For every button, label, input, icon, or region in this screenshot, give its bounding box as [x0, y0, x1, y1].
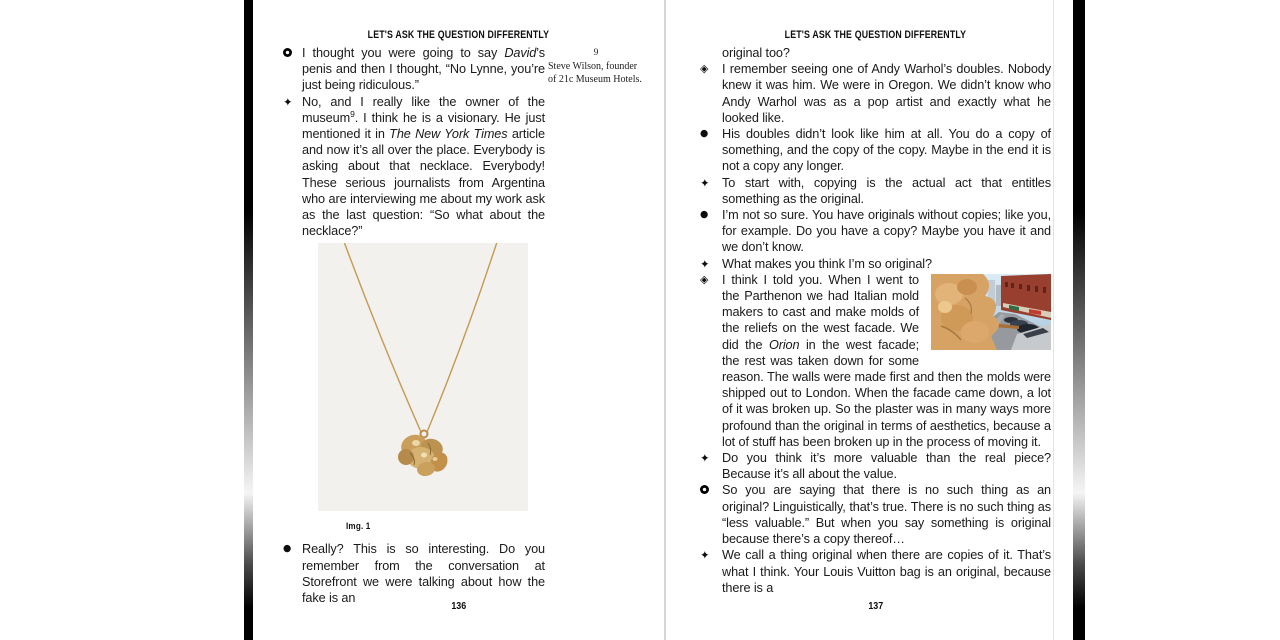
left-page [253, 0, 664, 640]
page-gutter-divider [664, 0, 666, 640]
star-bullet-icon: ✦ [283, 94, 293, 109]
image-caption: Img. 1 [346, 521, 371, 532]
disc-bullet-icon: ● [283, 543, 292, 555]
paragraph-text: Really? This is so interesting. Do you remember from the conversation at Storefront we were talking about how the fake is an [302, 542, 545, 606]
paragraph-text: I thought you were going to say David’s penis and then I thought, “No Lynne, you’re just being ridiculous.” [302, 46, 545, 93]
dialogue-paragraph [700, 207, 1051, 256]
dialogue-paragraph [700, 61, 1051, 126]
star-bullet-icon: ✦ [700, 451, 710, 466]
dialogue-paragraph [700, 482, 1051, 547]
diamond-bullet-icon: ◈ [700, 272, 709, 286]
street-photo [931, 274, 1051, 350]
dialogue-paragraph [700, 126, 1051, 175]
right-page [667, 0, 1053, 640]
dialogue-paragraph [700, 272, 1051, 450]
dialogue-paragraph [700, 175, 1051, 207]
paragraph-text: We call a thing original when there are copies of it. That’s what I think. Your Louis Vuitton bag is an original, because there is a [722, 548, 1051, 595]
running-header-left: LET'S ASK THE QUESTION DIFFERENTLY [367, 29, 550, 41]
diamond-bullet-icon: ◈ [700, 62, 709, 76]
necklace-photo [318, 243, 528, 511]
paragraph-text: I’m not so sure. You have originals without copies; like you, for example. Do you have a copy? Maybe you have it and we don’t know. [722, 208, 1051, 255]
circle-dot-bullet-icon [283, 45, 302, 61]
dialogue-paragraph [700, 547, 1051, 596]
right-page-edge [1053, 0, 1054, 640]
book-cover-right-edge [1073, 0, 1085, 640]
footnote [548, 47, 644, 86]
left-page-text-column [283, 45, 545, 606]
disc-bullet-icon: ● [700, 209, 709, 221]
paragraph-text: To start with, copying is the actual act that entitles something as the original. [722, 175, 1051, 206]
paragraph-text: His doubles didn’t look like him at all. You do a copy of something, and the copy of the copy. Maybe in the end it is not a copy any longer. [722, 127, 1051, 174]
paragraph-text: I think I told you. When I went to the Parthenon we had Italian mold makers to cast and make molds of the reliefs on the west facade. We did the Orion in the west facade; the rest was taken down for some reason. The walls were made first and then the molds were shipped out to London. When the facade came down, a lot of it was broken up. So the plaster was in many ways more profound than the original in terms of aesthetics, because a lot of stuff has been broken up in the process of moving it. [722, 272, 1051, 449]
page-number-left: 136 [451, 600, 466, 612]
star-bullet-icon: ✦ [700, 548, 710, 563]
dialogue-paragraph [700, 256, 1051, 272]
paragraph-text: Do you think it’s more valuable than the real piece? Because it’s all about the value. [722, 451, 1051, 482]
dialogue-paragraph [700, 45, 1051, 61]
footnote-line: Steve Wilson, founder [548, 61, 638, 72]
paragraph-text: So you are saying that there is no such thing as an original? Linguistically, that’s true. There is no such thing as “less valuable.” But when you say something is original because there’s a copy thereof… [722, 483, 1051, 547]
page-number-right: 137 [868, 600, 883, 612]
paragraph-text: What makes you think I’m so original? [722, 256, 932, 271]
star-bullet-icon: ✦ [700, 256, 710, 271]
paragraph-text: No, and I really like the owner of the museum$^9$. I think he is a visionary. He just mentioned it in The New York Times article and now it’s all over the place. Everybody is asking about that necklace. Everybody! These serious journalists from Argentina who are interviewing me about my work ask as the last question: “So what about the necklace?” [302, 94, 545, 239]
dialogue-paragraph [700, 450, 1051, 482]
paragraph-text: I remember seeing one of Andy Warhol’s doubles. Nobody knew it was him. We were in Oregon. We didn’t know who Andy Warhol was as a pop artist and exactly what he looked like. [722, 62, 1051, 125]
circle-dot-bullet-icon [700, 482, 722, 498]
star-bullet-icon: ✦ [700, 175, 710, 190]
dialogue-paragraph [283, 94, 545, 240]
paragraph-text: original too? [722, 46, 790, 60]
book-cover-left-edge [244, 0, 253, 640]
dialogue-paragraph [283, 45, 545, 94]
running-header-right: LET'S ASK THE QUESTION DIFFERENTLY [784, 29, 967, 41]
disc-bullet-icon: ● [700, 128, 709, 140]
right-page-text-column [700, 45, 1051, 596]
footnote-marker: 9 [593, 48, 599, 58]
footnote-line: of 21c Museum Hotels. [548, 74, 642, 85]
